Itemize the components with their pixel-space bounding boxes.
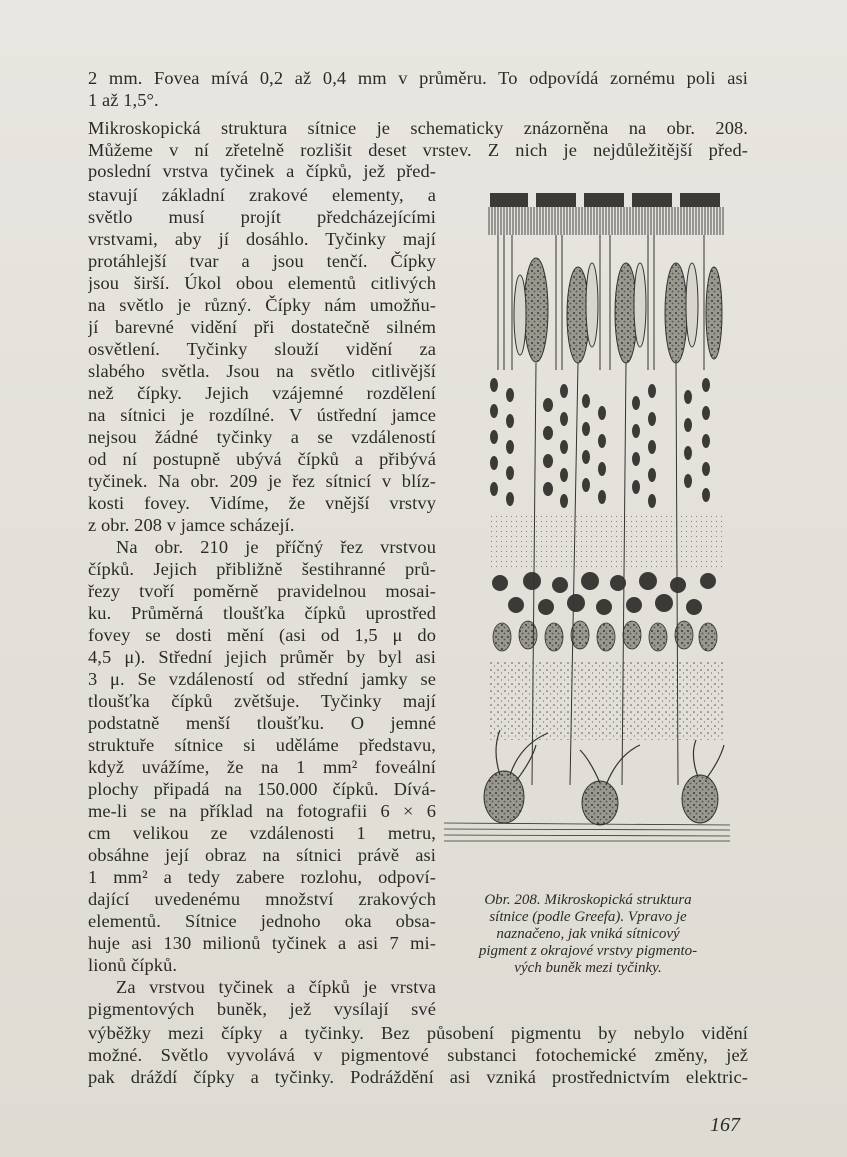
text-line: dající uvedenému množství zrakových xyxy=(88,889,436,909)
text-line: slabého světla. Jsou na světlo citlivější xyxy=(88,361,436,381)
text-line: z obr. 208 v jamce scházejí. xyxy=(88,515,295,535)
text-line: když uvážíme, že na 1 mm² foveální xyxy=(88,757,436,777)
text-line: čípků. Jejich přibližně šestihranné prů- xyxy=(88,559,436,579)
text-line-part xyxy=(88,160,436,182)
text-line xyxy=(88,160,748,183)
text-line: jsou širší. Úkol obou elementů citlivých xyxy=(88,273,436,293)
text-line: Za vrstvou tyčinek a čípků je vrstva xyxy=(116,977,436,997)
text-run: poslední vrstva tyčinek a čípků, jež před- xyxy=(88,161,436,181)
figure-caption-line: naznačeno, jak vniká sítnicový xyxy=(496,926,680,942)
text-line: plochy připadá na 150.000 čípků. Dívá- xyxy=(88,779,436,799)
page-number: 167 xyxy=(710,1114,740,1136)
retina-structure-illustration xyxy=(440,185,732,845)
text-line: možné. Světlo vyvolává v pigmentové substanci fotochemické změny, jež xyxy=(88,1045,748,1065)
text-line: osvětlení. Tyčinky slouží vidění za xyxy=(88,339,436,359)
figure-caption-line: sítnice (podle Greefa). Vpravo je xyxy=(489,909,687,925)
rods-and-cones-layer xyxy=(498,235,722,370)
nerve-fiber-layer xyxy=(444,823,730,841)
text-line: než čípky. Jejich vzájemné rozdělení xyxy=(88,383,436,403)
text-line: fovey se dosti mění (asi od 1,5 μ do xyxy=(88,625,436,645)
text-line: obsáhne její obraz na sítnici právě asi xyxy=(88,845,436,865)
figure-caption-line: pigment z okrajové vrstvy pigmento- xyxy=(478,943,698,959)
text-line: protáhlejší tvar a jsou tenčí. Čípky xyxy=(88,251,436,271)
text-line: kosti fovey. Vidíme, že vnější vrstvy xyxy=(88,493,436,513)
text-line: 3 μ. Se vzdáleností od střední jamky se xyxy=(88,669,436,689)
text-line: na sítnici je rozdílné. V ústřední jamce xyxy=(88,405,436,425)
text-line: výběžky mezi čípky a tyčinky. Bez působení pigmentu by nebylo vidění xyxy=(88,1023,748,1043)
text-line: tloušťka čípků zvětšuje. Tyčinky mají xyxy=(88,691,436,711)
text-line: struktuře sítnice si uděláme představu, xyxy=(88,735,436,755)
text-line: cm velikou ze vzdálenosti 1 metru, xyxy=(88,823,436,843)
inner-nuclear-layer xyxy=(492,572,717,651)
text-line: 1 až 1,5°. xyxy=(88,90,159,110)
text-line: tyčinek. Na obr. 209 je řez sítnicí v blíz- xyxy=(88,471,436,491)
figure-caption-line: Obr. 208. Mikroskopická struktura xyxy=(484,892,692,908)
text-line: 2 mm. Fovea mívá 0,2 až 0,4 mm v průměru. To odpovídá zornému poli asi xyxy=(88,68,748,88)
text-line: Mikroskopická struktura sítnice je schematicky znázorněna na obr. 208. xyxy=(88,118,748,138)
text-line: Na obr. 210 je příčný řez vrstvou xyxy=(116,537,436,557)
text-line: lionů čípků. xyxy=(88,955,178,975)
text-line: světlo musí projít předcházejícími xyxy=(88,207,436,227)
text-line: jí barevné vidění při dostatečně silném xyxy=(88,317,436,337)
text-line: me-li se na příklad na fotografii 6 × 6 xyxy=(88,801,436,821)
outer-plexiform-layer xyxy=(488,515,724,570)
text-line: vrstvami, aby jí dosáhlo. Tyčinky mají xyxy=(88,229,436,249)
pigment-layer xyxy=(488,193,724,235)
text-line: řezy tvoří poměrně pravidelnou mosai- xyxy=(88,581,436,601)
ganglion-cells xyxy=(484,730,724,825)
text-line: pigmentových buněk, jež vysílají své xyxy=(88,999,436,1019)
text-line: ku. Průměrná tloušťka čípků uprostřed xyxy=(88,603,436,623)
text-line: Můžeme v ní zřetelně rozlišit deset vrstev. Z nich je nejdůležitější před- xyxy=(88,140,748,160)
figure-caption-line: vých buněk mezi tyčinky. xyxy=(514,960,662,976)
text-line: 1 mm² a tedy zabere rozlohu, odpoví- xyxy=(88,867,436,887)
inner-plexiform-layer xyxy=(488,660,724,740)
text-line: na světlo je různý. Čípky nám umožňu- xyxy=(88,295,436,315)
text-line: 4,5 μ). Střední jejich průměr by byl asi xyxy=(88,647,436,667)
text-line: elementů. Sítnice jednoho oka obsa- xyxy=(88,911,436,931)
text-line: pak dráždí čípky a tyčinky. Podráždění asi vzniká prostřednictvím elektric- xyxy=(88,1067,748,1087)
text-line: od ní postupně ubývá čípků a přibývá xyxy=(88,449,436,469)
text-line: stavují základní zrakové elementy, a xyxy=(88,185,436,205)
text-line: podstatně menší tloušťku. O jemné xyxy=(88,713,436,733)
text-line: nejsou žádné tyčinky a se vzdáleností xyxy=(88,427,436,447)
text-line: huje asi 130 milionů tyčinek a asi 7 mi- xyxy=(88,933,436,953)
